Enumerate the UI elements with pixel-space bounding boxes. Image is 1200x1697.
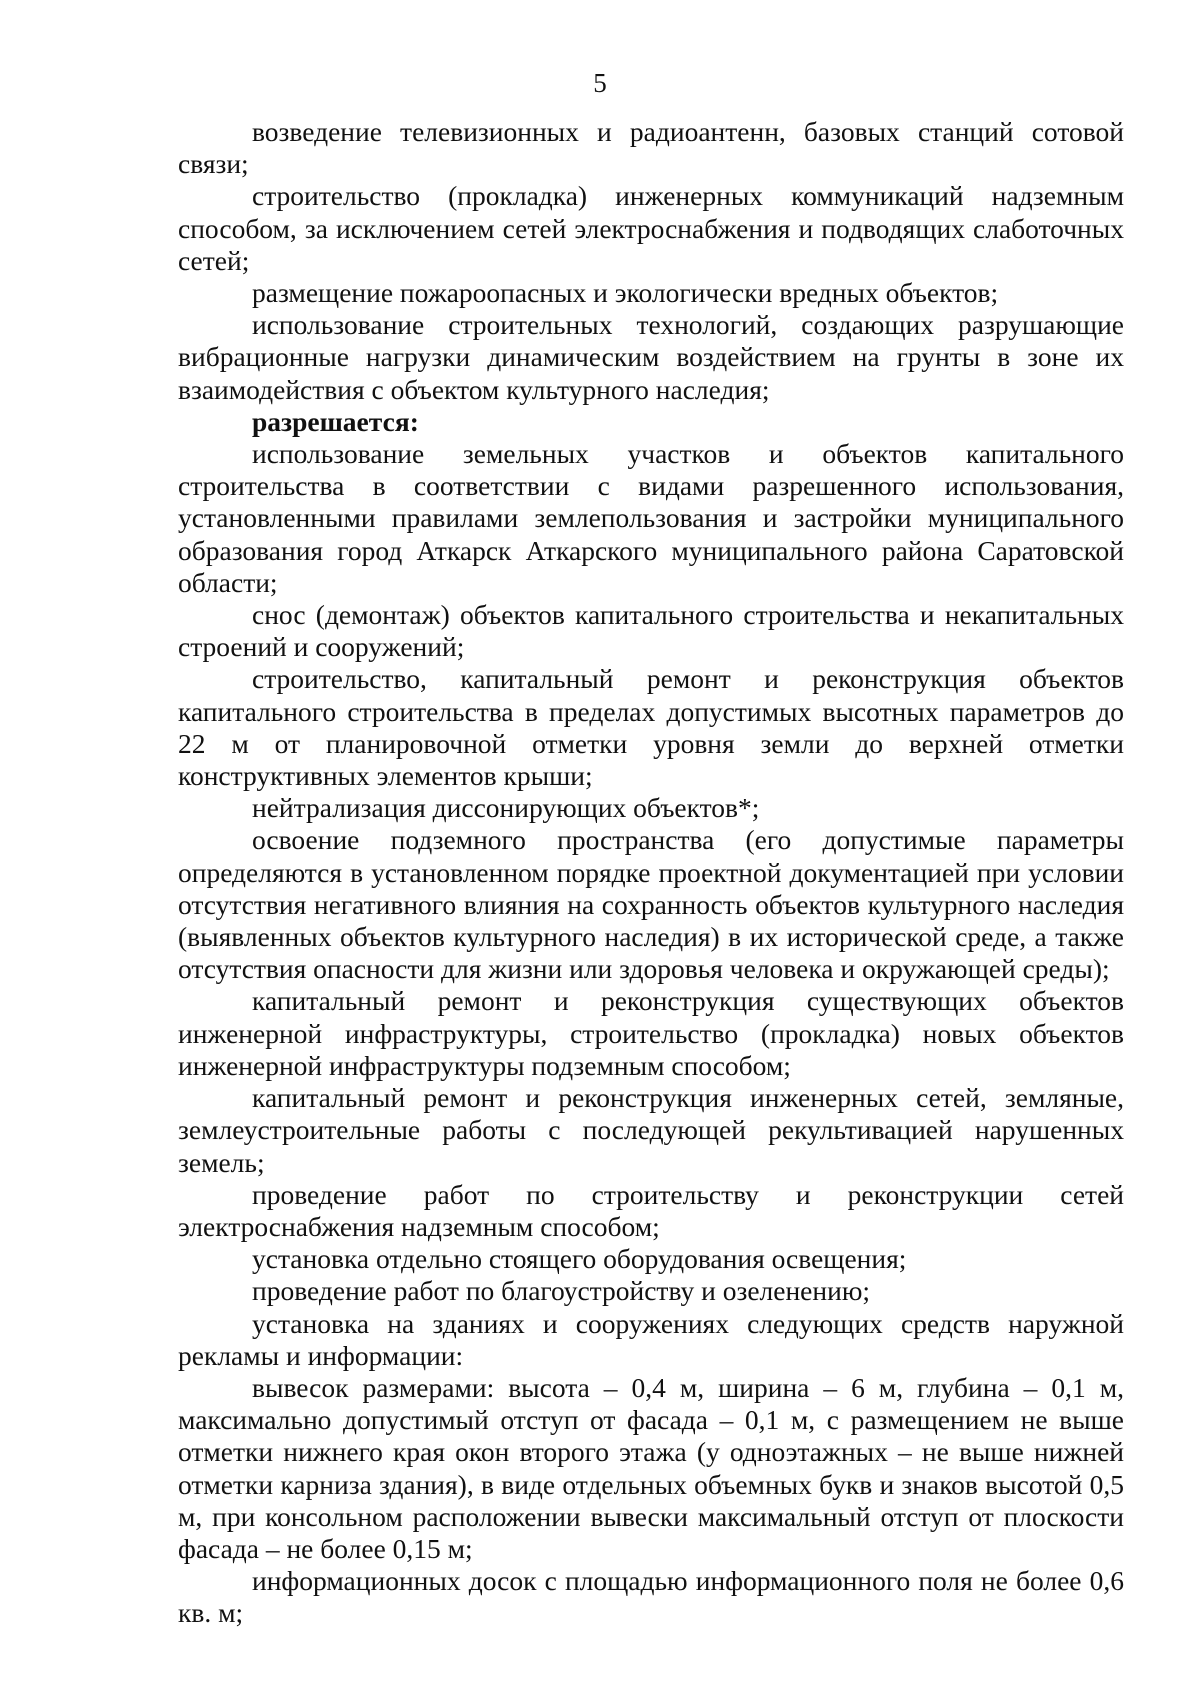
paragraph: проведение работ по благоустройству и озеленению;	[252, 1275, 870, 1307]
paragraph: размещение пожароопасных и экологически вредных объектов;	[252, 277, 999, 309]
page-number: 5	[593, 68, 607, 98]
paragraph: возведение телевизионных и радиоантенн, базовых станций сотовой связи;	[178, 116, 1124, 180]
paragraph: установка на зданиях и сооружениях следующих средств наружной рекламы и информации:	[178, 1307, 1124, 1371]
paragraph: использование строительных технологий, создающих разрушающие вибрационные нагрузки динамическим воздействием на грунты в зоне их взаимодействия с объектом культурного наследия;	[178, 309, 1124, 405]
paragraph: капитальный ремонт и реконструкция инженерных сетей, земляные, землеустроительные работы с последующей рекультивацией нарушенных земель;	[178, 1082, 1124, 1178]
paragraph: капитальный ремонт и реконструкция существующих объектов инженерной инфраструктуры, строительство (прокладка) новых объектов инженерной инфраструктуры подземным способом;	[178, 985, 1124, 1081]
section-heading-permitted: разрешается:	[252, 405, 419, 437]
paragraph: вывесок размерами: высота – 0,4 м, ширина – 6 м, глубина – 0,1 м, максимально допустимый отступ от фасада – 0,1 м, с размещением не выше отметки нижнего края окон второго этажа (у одноэтажных – не выше нижней отметки карниза здания), в виде отдельных объемных букв и знаков высотой 0,5 м, при консольном расположении вывески максимальный отступ от плоскости фасада – не более 0,15 м;	[178, 1371, 1124, 1564]
paragraph: строительство (прокладка) инженерных коммуникаций надземным способом, за исключением сетей электроснабжения и подводящих слаботочных сетей;	[178, 180, 1124, 276]
paragraph: использование земельных участков и объектов капитального строительства в соответствии с видами разрешенного использования, установленными правилами землепользования и застройки муниципального образования город Аткарск Аткарского муниципального района Саратовской области;	[178, 438, 1124, 598]
paragraph: установка отдельно стоящего оборудования освещения;	[252, 1243, 907, 1275]
paragraph: нейтрализация диссонирующих объектов*;	[252, 792, 760, 824]
paragraph: освоение подземного пространства (его допустимые параметры определяются в установленном порядке проектной документацией при условии отсутствия негативного влияния на сохранность объектов культурного наследия (выявленных объектов культурного наследия) в их исторической среде, а также отсутствия опасности для жизни или здоровья человека и окружающей среды);	[178, 824, 1124, 985]
paragraph: строительство, капитальный ремонт и реконструкция объектов капитального строительства в пределах допустимых высотных параметров до 22 м от планировочной отметки уровня земли до верхней отметки конструктивных элементов крыши;	[178, 663, 1124, 792]
paragraph: снос (демонтаж) объектов капитального строительства и некапитальных строений и сооружений;	[178, 599, 1124, 663]
paragraph: информационных досок с площадью информационного поля не более 0,6 кв. м;	[178, 1565, 1124, 1629]
document-body	[178, 116, 1124, 1630]
paragraph: проведение работ по строительству и реконструкции сетей электроснабжения надземным способом;	[178, 1178, 1124, 1242]
